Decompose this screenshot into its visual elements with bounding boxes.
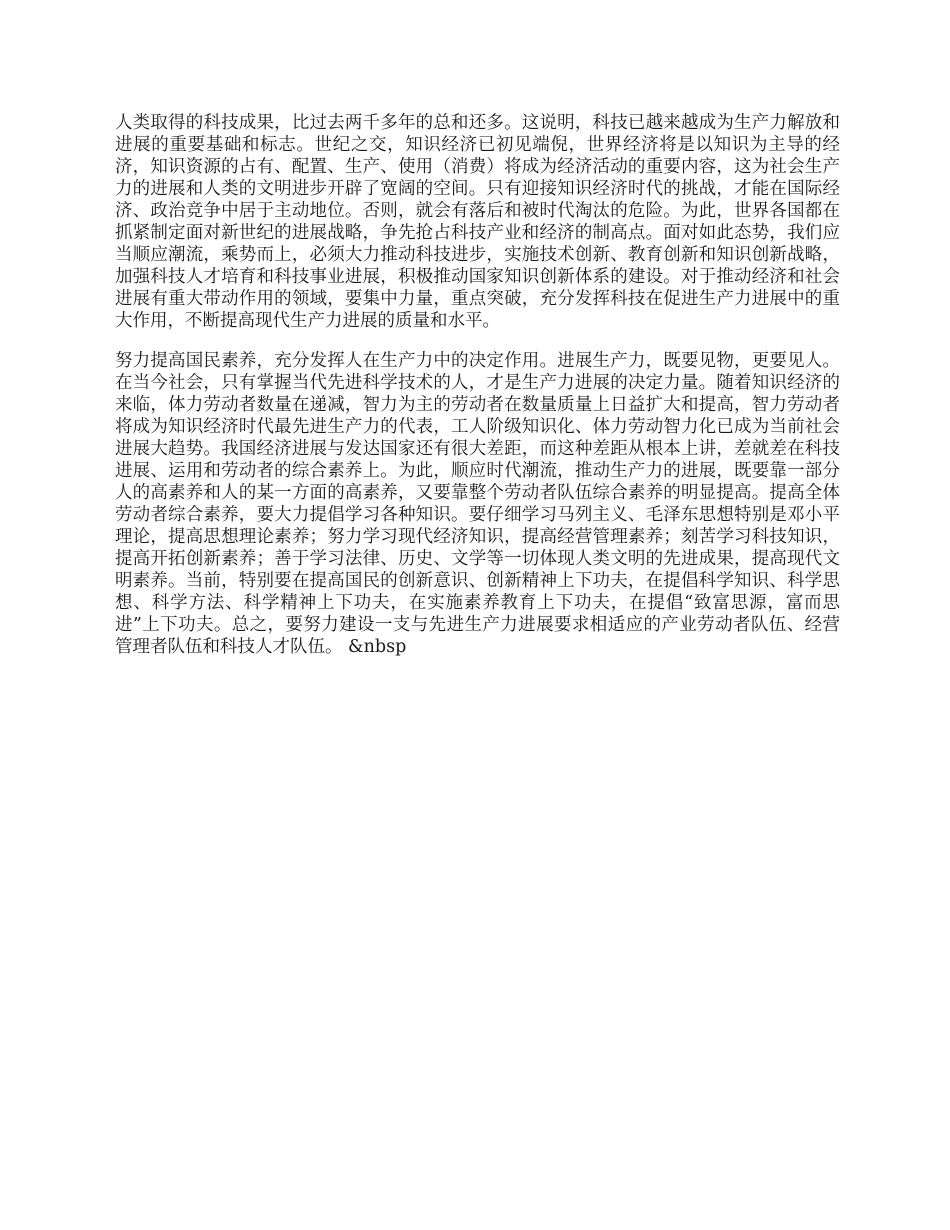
paragraph-2: 努力提高国民素养，充分发挥人在生产力中的决定作用。进展生产力，既要见物，更要见人。在当今社会，只有掌握当代先进科学技术的人，才是生产力进展的决定力量。随着知识经济的来临，体力劳动者数量在递减，智力为主的劳动者在数量质量上日益扩大和提高，智力劳动者将成为知识经济时代最先进生产力的代表，工人阶级知识化、体力劳动智力化已成为当前社会进展大趋势。我国经济进展与发达国家还有很大差距，而这种差距从根本上讲，差就差在科技进展、运用和劳动者的综合素养上。为此，顺应时代潮流，推动生产力的进展，既要靠一部分人的高素养和人的某一方面的高素养，又要靠整个劳动者队伍综合素养的明显提高。提高全体劳动者综合素养，要大力提倡学习各种知识。要仔细学习马列主义、毛泽东思想特别是邓小平理论，提高思想理论素养；努力学习现代经济知识，提高经营管理素养；刻苦学习科技知识，提高开拓创新素养；善于学习法律、历史、文学等一切体现人类文明的先进成果，提高现代文明素养。当前，特别要在提高国民的创新意识、创新精神上下功夫，在提倡科学知识、科学思想、科学方法、科学精神上下功夫，在实施素养教育上下功夫，在提倡“致富思源，富而思进”上下功夫。总之，要努力建设一支与先进生产力进展要求相适应的产业劳动者队伍、经营管理者队伍和科技人才队伍。 &nbsp xyxy=(115,351,840,657)
document-page xyxy=(115,112,840,676)
paragraph-1: 人类取得的科技成果，比过去两千多年的总和还多。这说明，科技已越来越成为生产力解放和进展的重要基础和标志。世纪之交，知识经济已初见端倪，世界经济将是以知识为主导的经济，知识资源的占有、配置、生产、使用（消费）将成为经济活动的重要内容，这为社会生产力的进展和人类的文明进步开辟了宽阔的空间。只有迎接知识经济时代的挑战，才能在国际经济、政治竞争中居于主动地位。否则，就会有落后和被时代淘汰的危险。为此，世界各国都在抓紧制定面对新世纪的进展战略，争先抢占科技产业和经济的制高点。面对如此态势，我们应当顺应潮流，乘势而上，必须大力推动科技进步，实施技术创新、教育创新和知识创新战略，加强科技人才培育和科技事业进展，积极推动国家知识创新体系的建设。对于推动经济和社会进展有重大带动作用的领域，要集中力量，重点突破，充分发挥科技在促进生产力进展中的重大作用，不断提高现代生产力进展的质量和水平。 xyxy=(115,113,840,331)
